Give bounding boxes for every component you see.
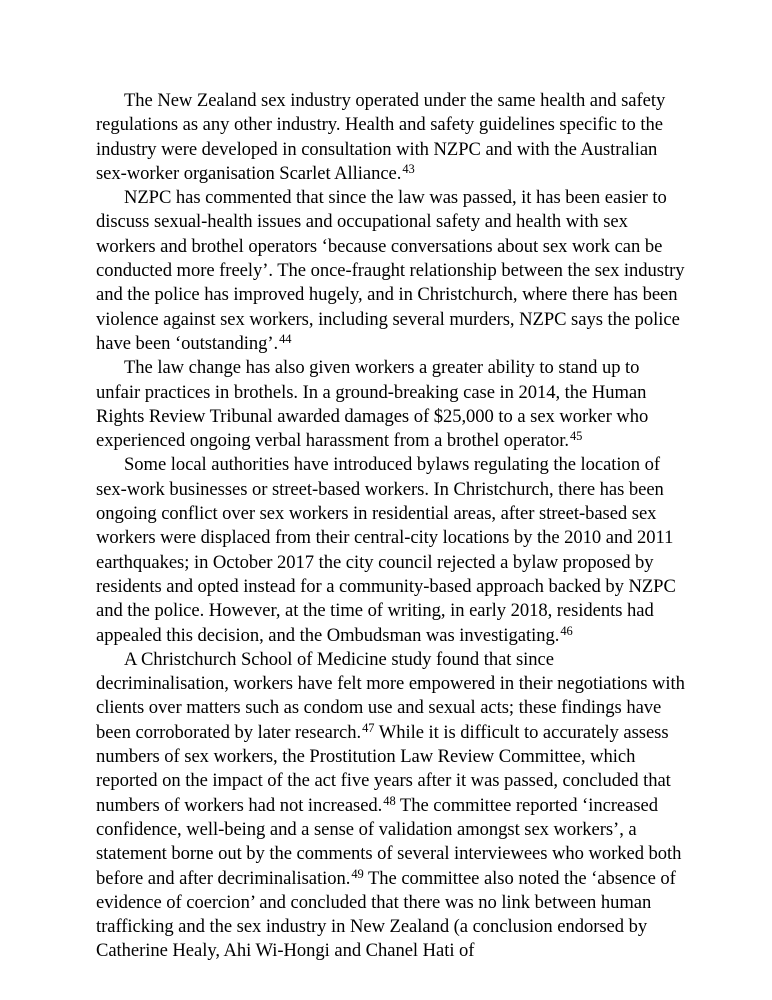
footnote-ref[interactable]: 47 <box>362 720 375 735</box>
paragraph-health-safety <box>96 89 686 186</box>
footnote-ref[interactable]: 45 <box>569 429 583 444</box>
paragraph-text: The committee reported ‘increased confidence, well-being and a sense of validation amongst sex workers’, a statement borne out by the comments of several interviewees who worked both before and after decriminalisation. <box>96 794 682 889</box>
paragraph-text: While it is difficult to accurately assess numbers of sex workers, the Prostitution Law Review Committee, which reported on the impact of the act five years after it was passed, concluded that numbers of workers had not increased. <box>96 721 671 816</box>
footnote-ref[interactable]: 43 <box>402 161 415 176</box>
paragraph-text: The New Zealand sex industry operated under the same health and safety regulations as any other industry. Health and safety guidelines specific to the industry were developed in consultation with NZPC and with the Australian sex-worker organisation Scarlet Alliance. <box>96 90 666 184</box>
paragraph-local-bylaws <box>96 453 686 647</box>
footnote-ref[interactable]: 46 <box>560 623 573 638</box>
paragraph-text: The committee also noted the ‘absence of evidence of coercion’ and concluded that there was no link between human trafficking and the sex industry in New Zealand (a conclusion endorsed by Catherine Healy, Ahi Wi-Hongi and Chanel Hati of <box>96 867 676 962</box>
paragraph-text: The law change has also given workers a greater ability to stand up to unfair practices in brothels. In a ground-breaking case in 2014, the Human Rights Review Tribunal awarded damages of $25,000 to a sex worker who experienced ongoing verbal harassment from a brothel operator. <box>96 357 649 452</box>
footnote-ref[interactable]: 44 <box>279 331 292 346</box>
body-text <box>96 89 686 964</box>
paragraph-text: A Christchurch School of Medicine study found that since decriminalisation, workers have felt more empowered in their negotiations with clients over matters such as condom use and sexual acts; these findings have been corroborated by later research. <box>96 648 685 743</box>
footnote-ref[interactable]: 48 <box>383 793 396 808</box>
paragraph-text: Some local authorities have introduced bylaws regulating the location of sex-work businesses or street-based workers. In Christchurch, there has been ongoing conflict over sex workers in residential areas, after street-based sex workers were displaced from their central-city locations by the 2010 and 2011 earthquakes; in October 2017 the city council rejected a bylaw proposed by residents and opted instead for a community-based approach backed by NZPC and the police. However, at the time of writing, in early 2018, residents had appealed this decision, and the Ombudsman was investigating. <box>96 454 676 646</box>
paragraph-law-change <box>96 356 686 453</box>
footnote-ref[interactable]: 49 <box>351 866 364 881</box>
paragraph-medicine-study <box>96 648 686 964</box>
paragraph-text: NZPC has commented that since the law was passed, it has been easier to discuss sexual-health issues and occupational safety and health with sex workers and brothel operators ‘because conversations about sex work can be conducted more freely’. The once-fraught relationship between the sex industry and the police has improved hugely, and in Christchurch, where there has been violence against sex workers, including several murders, NZPC says the police have been ‘outstanding’. <box>96 187 685 354</box>
paragraph-nzpc-comments <box>96 186 686 356</box>
